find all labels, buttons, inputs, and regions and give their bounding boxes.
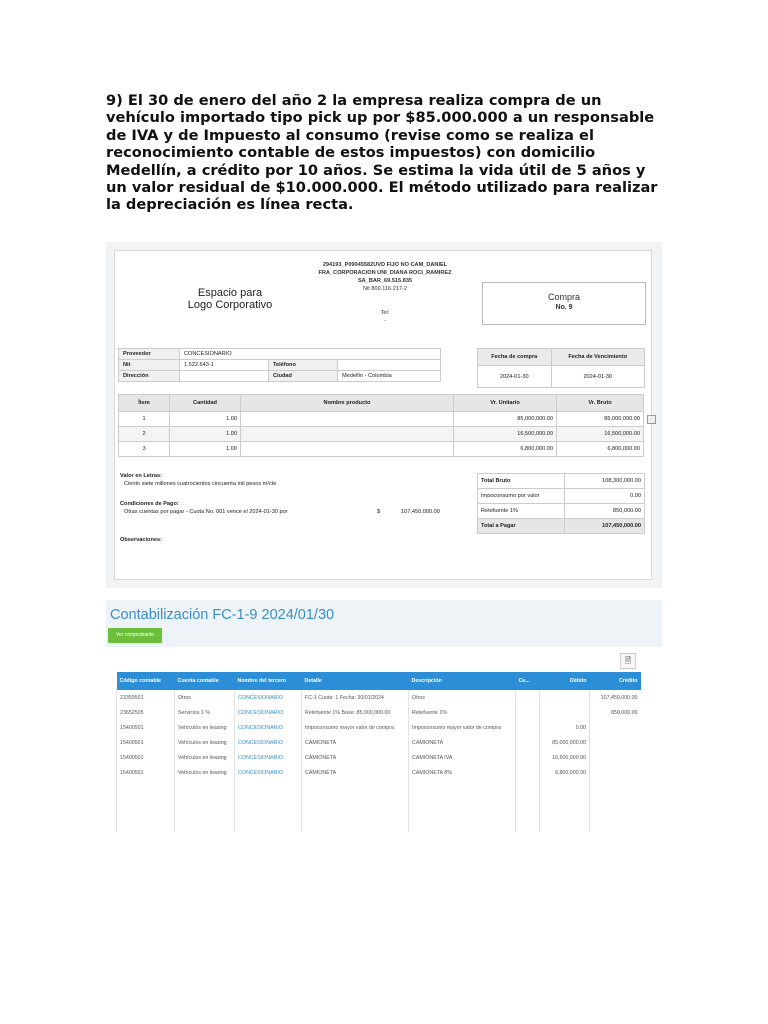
ledger-row — [117, 765, 641, 780]
item-number: 1 — [119, 412, 170, 427]
ledger-detalle: CAMIONETA — [302, 765, 409, 780]
total-bruto-label: Total Bruto — [478, 474, 565, 489]
items-row — [119, 412, 644, 427]
ledger-row — [117, 690, 641, 705]
fecha-vencimiento-value: 2024-01-30 — [551, 366, 644, 388]
ledger-empty-cell — [175, 780, 235, 832]
document-type-box — [482, 282, 646, 325]
item-cantidad: 1.00 — [170, 427, 241, 442]
ledger-credito: 850,000.00 — [590, 705, 641, 720]
company-line-1: 294193_P09045582UVD FIJO NO CAM_DANIEL — [322, 262, 448, 268]
dates-table — [477, 348, 645, 388]
observaciones — [120, 537, 320, 545]
ledger-empty-cell — [409, 780, 516, 832]
ledger-header-codigo[interactable]: Código contable — [117, 672, 175, 690]
total-pagar-value: 107,450,000.00 — [565, 519, 645, 534]
company-line-3: SA_BAR_69.515.835 — [357, 278, 413, 284]
item-unitario: 85,000,000.00 — [454, 412, 557, 427]
condiciones-line — [120, 509, 460, 517]
ledger-codigo: 15400501 — [117, 765, 175, 780]
item-nombre — [241, 427, 454, 442]
nit-value: 1.522.643-1 — [180, 360, 269, 371]
items-table — [118, 394, 644, 457]
ledger-ce — [516, 765, 540, 780]
ledger-header-descripcion[interactable]: Descripción — [409, 672, 516, 690]
ledger-tercero[interactable]: CONCESIONARIO — [235, 720, 302, 735]
telefono-value — [338, 360, 441, 371]
ledger-codigo: 23359501 — [117, 690, 175, 705]
document-icon: 🗎 — [624, 656, 632, 665]
ledger-cuenta: Vehículos en leasing — [175, 765, 235, 780]
ledger-credito — [590, 735, 641, 750]
ledger-empty-cell — [117, 780, 175, 832]
retefuente-value: 850,000.00 — [565, 504, 645, 519]
condiciones-currency: $ — [377, 508, 381, 515]
items-header-bruto: Vr. Bruto — [557, 395, 644, 412]
ledger-descripcion: Retefuente 1% — [409, 705, 516, 720]
export-document-button[interactable] — [620, 653, 636, 669]
valor-letras-label: Valor en Letras: — [120, 473, 162, 479]
broken-image-icon — [647, 415, 656, 424]
document-title: Compra — [547, 292, 580, 302]
impoconsumo-label: Impoconsumo por valor — [478, 489, 565, 504]
telefono-label: Teléfono — [269, 360, 338, 371]
ledger-debito: 0.00 — [540, 720, 590, 735]
ledger-header-tercero[interactable]: Nombre del tercero — [235, 672, 302, 690]
item-nombre — [241, 412, 454, 427]
ledger-debito: 16,500,000.00 — [540, 750, 590, 765]
invoice-document — [114, 250, 652, 580]
ledger-cuenta: Otros — [175, 690, 235, 705]
ledger-row — [117, 735, 641, 750]
ciudad-value: Medellín - Colombia — [338, 371, 441, 382]
ciudad-label: Ciudad — [269, 371, 338, 382]
nit-label: Nit — [119, 360, 180, 371]
items-row — [119, 442, 644, 457]
ledger-credito — [590, 750, 641, 765]
ledger-empty-cell — [540, 780, 590, 832]
condiciones-amount: 107,450,000.00 — [401, 508, 440, 515]
proveedor-value: CONCESIONARIO — [180, 349, 441, 360]
ledger-codigo: 23652505 — [117, 705, 175, 720]
logo-placeholder — [175, 287, 285, 311]
ledger-header-detalle[interactable]: Detalle — [302, 672, 409, 690]
contabilizacion-panel — [106, 600, 662, 832]
ledger-header-credito[interactable]: Crédito — [590, 672, 641, 690]
ledger-descripcion: CAMIONETA — [409, 735, 516, 750]
valor-letras — [120, 473, 460, 488]
provider-table — [118, 348, 441, 382]
ledger-tercero[interactable]: CONCESIONARIO — [235, 690, 302, 705]
ledger-row — [117, 720, 641, 735]
ledger-debito: 6,800,000.00 — [540, 765, 590, 780]
logo-line-1: Espacio para — [197, 287, 263, 299]
ledger-detalle: Retefuente 1% Base: 85,000,000.00 — [302, 705, 409, 720]
ledger-detalle: Impoconsumo mayor valor de compra — [302, 720, 409, 735]
ledger-tercero[interactable]: CONCESIONARIO — [235, 765, 302, 780]
ledger-header-cuenta[interactable]: Cuenta contable — [175, 672, 235, 690]
items-header-nombre: Nombre producto — [241, 395, 454, 412]
invoice-screenshot — [106, 242, 662, 588]
ledger-detalle: FC-1 Cuota: 1 Fecha: 30/01/2024 — [302, 690, 409, 705]
fecha-compra-label: Fecha de compra — [478, 349, 552, 366]
total-bruto-value: 108,300,000.00 — [565, 474, 645, 489]
company-tel: Tel: — [380, 310, 390, 316]
company-info — [285, 261, 485, 325]
ledger-descripcion: Otros — [409, 690, 516, 705]
items-header-cantidad: Cantidad — [170, 395, 241, 412]
ledger-cuenta: Vehículos en leasing — [175, 750, 235, 765]
company-tel-value: - — [384, 318, 386, 324]
ledger-descripcion: Impoconsumo mayor valor de compra — [409, 720, 516, 735]
direccion-label: Dirección — [119, 371, 180, 382]
ledger-empty-cell — [302, 780, 409, 832]
ledger-credito: 107,450,000.00 — [590, 690, 641, 705]
ledger-row — [117, 750, 641, 765]
ledger-descripcion: CAMIONETA 8% — [409, 765, 516, 780]
problem-statement — [106, 92, 662, 214]
item-bruto: 6,800,000.00 — [557, 442, 644, 457]
ledger-ce — [516, 735, 540, 750]
ledger-tercero[interactable]: CONCESIONARIO — [235, 735, 302, 750]
fecha-compra-value: 2024-01-30 — [478, 366, 552, 388]
direccion-value — [180, 371, 269, 382]
ledger-tercero[interactable]: CONCESIONARIO — [235, 705, 302, 720]
ledger-debito: 85,000,000.00 — [540, 735, 590, 750]
ledger-tercero[interactable]: CONCESIONARIO — [235, 750, 302, 765]
ledger-empty-cell — [235, 780, 302, 832]
item-cantidad: 1.00 — [170, 442, 241, 457]
problem-text: 9) El 30 de enero del año 2 la empresa realiza compra de un vehículo importado tipo pick up por $85.000.000 a un responsable de IVA y de Impuesto al consumo (revise como se realiza el reconocimiento contable de estos impuestos) con domicilio Medellín, a crédito por 10 años. Se estima la vida útil de 5 años y un valor residual de $10.000.000. El método utilizado para realizar la depreciación es línea recta. — [106, 92, 658, 214]
company-nit: Nit 800.116.217-2 — [362, 286, 408, 292]
ledger-empty-row — [117, 780, 641, 832]
logo-line-2: Logo Corporativo — [187, 299, 273, 311]
ledger-codigo: 15400501 — [117, 720, 175, 735]
ledger-debito — [540, 705, 590, 720]
ledger-codigo: 15400501 — [117, 735, 175, 750]
item-bruto: 16,500,000.00 — [557, 427, 644, 442]
ledger-empty-cell — [516, 780, 540, 832]
totals-table — [477, 473, 645, 534]
item-nombre — [241, 442, 454, 457]
ledger-codigo: 15400501 — [117, 750, 175, 765]
document-number: No. 9 — [555, 304, 573, 311]
ledger-row — [117, 705, 641, 720]
ledger-ce — [516, 750, 540, 765]
condiciones-value: Otras cuentas por pagar - Cuota No. 001 vence el 2024-01-30 por — [124, 508, 288, 515]
ledger-credito — [590, 765, 641, 780]
total-pagar-label: Total a Pagar — [478, 519, 565, 534]
ledger-credito — [590, 720, 641, 735]
items-header-item: Ítem — [119, 395, 170, 412]
condiciones-pago — [120, 501, 460, 516]
observaciones-label: Observaciones: — [120, 537, 162, 543]
item-unitario: 6,800,000.00 — [454, 442, 557, 457]
ledger-empty-cell — [590, 780, 641, 832]
item-number: 2 — [119, 427, 170, 442]
retefuente-label: Retefuente 1% — [478, 504, 565, 519]
ledger-ce — [516, 720, 540, 735]
proveedor-label: Proveedor — [119, 349, 180, 360]
ledger-debito — [540, 690, 590, 705]
company-line-2: FRA_CORPORACION UNI_DIANA ROCI_RAMIREZ — [318, 270, 452, 276]
ledger-header-debito[interactable]: Débito — [540, 672, 590, 690]
item-unitario: 16,500,000.00 — [454, 427, 557, 442]
ledger-cuenta: Vehículos en leasing — [175, 720, 235, 735]
ledger-ce — [516, 690, 540, 705]
items-header-unitario: Vr. Unitario — [454, 395, 557, 412]
ledger-cuenta: Vehículos en leasing — [175, 735, 235, 750]
ledger-detalle: CAMIONETA — [302, 735, 409, 750]
contabilizacion-title: Contabilización FC-1-9 2024/01/30 — [110, 607, 335, 623]
ledger-cuenta: Servicios 1 % — [175, 705, 235, 720]
ledger-table — [116, 672, 641, 832]
items-row — [119, 427, 644, 442]
ledger-descripcion: CAMIONETA IVA — [409, 750, 516, 765]
condiciones-label: Condiciones de Pago: — [120, 501, 179, 507]
item-bruto: 85,000,000.00 — [557, 412, 644, 427]
item-number: 3 — [119, 442, 170, 457]
item-cantidad: 1.00 — [170, 412, 241, 427]
ledger-detalle: CAMIONETA — [302, 750, 409, 765]
impoconsumo-value: 0.00 — [565, 489, 645, 504]
valor-letras-value: Ciento siete millones cuatrocientos cincuenta mil pesos m/cte — [124, 480, 277, 487]
ledger-ce — [516, 705, 540, 720]
ledger-header — [117, 672, 641, 690]
fecha-vencimiento-label: Fecha de Vencimiento — [551, 349, 644, 366]
ledger-header-ce[interactable]: Ce... — [516, 672, 540, 690]
ver-comprobante-button[interactable]: Ver comprobante — [108, 628, 162, 643]
